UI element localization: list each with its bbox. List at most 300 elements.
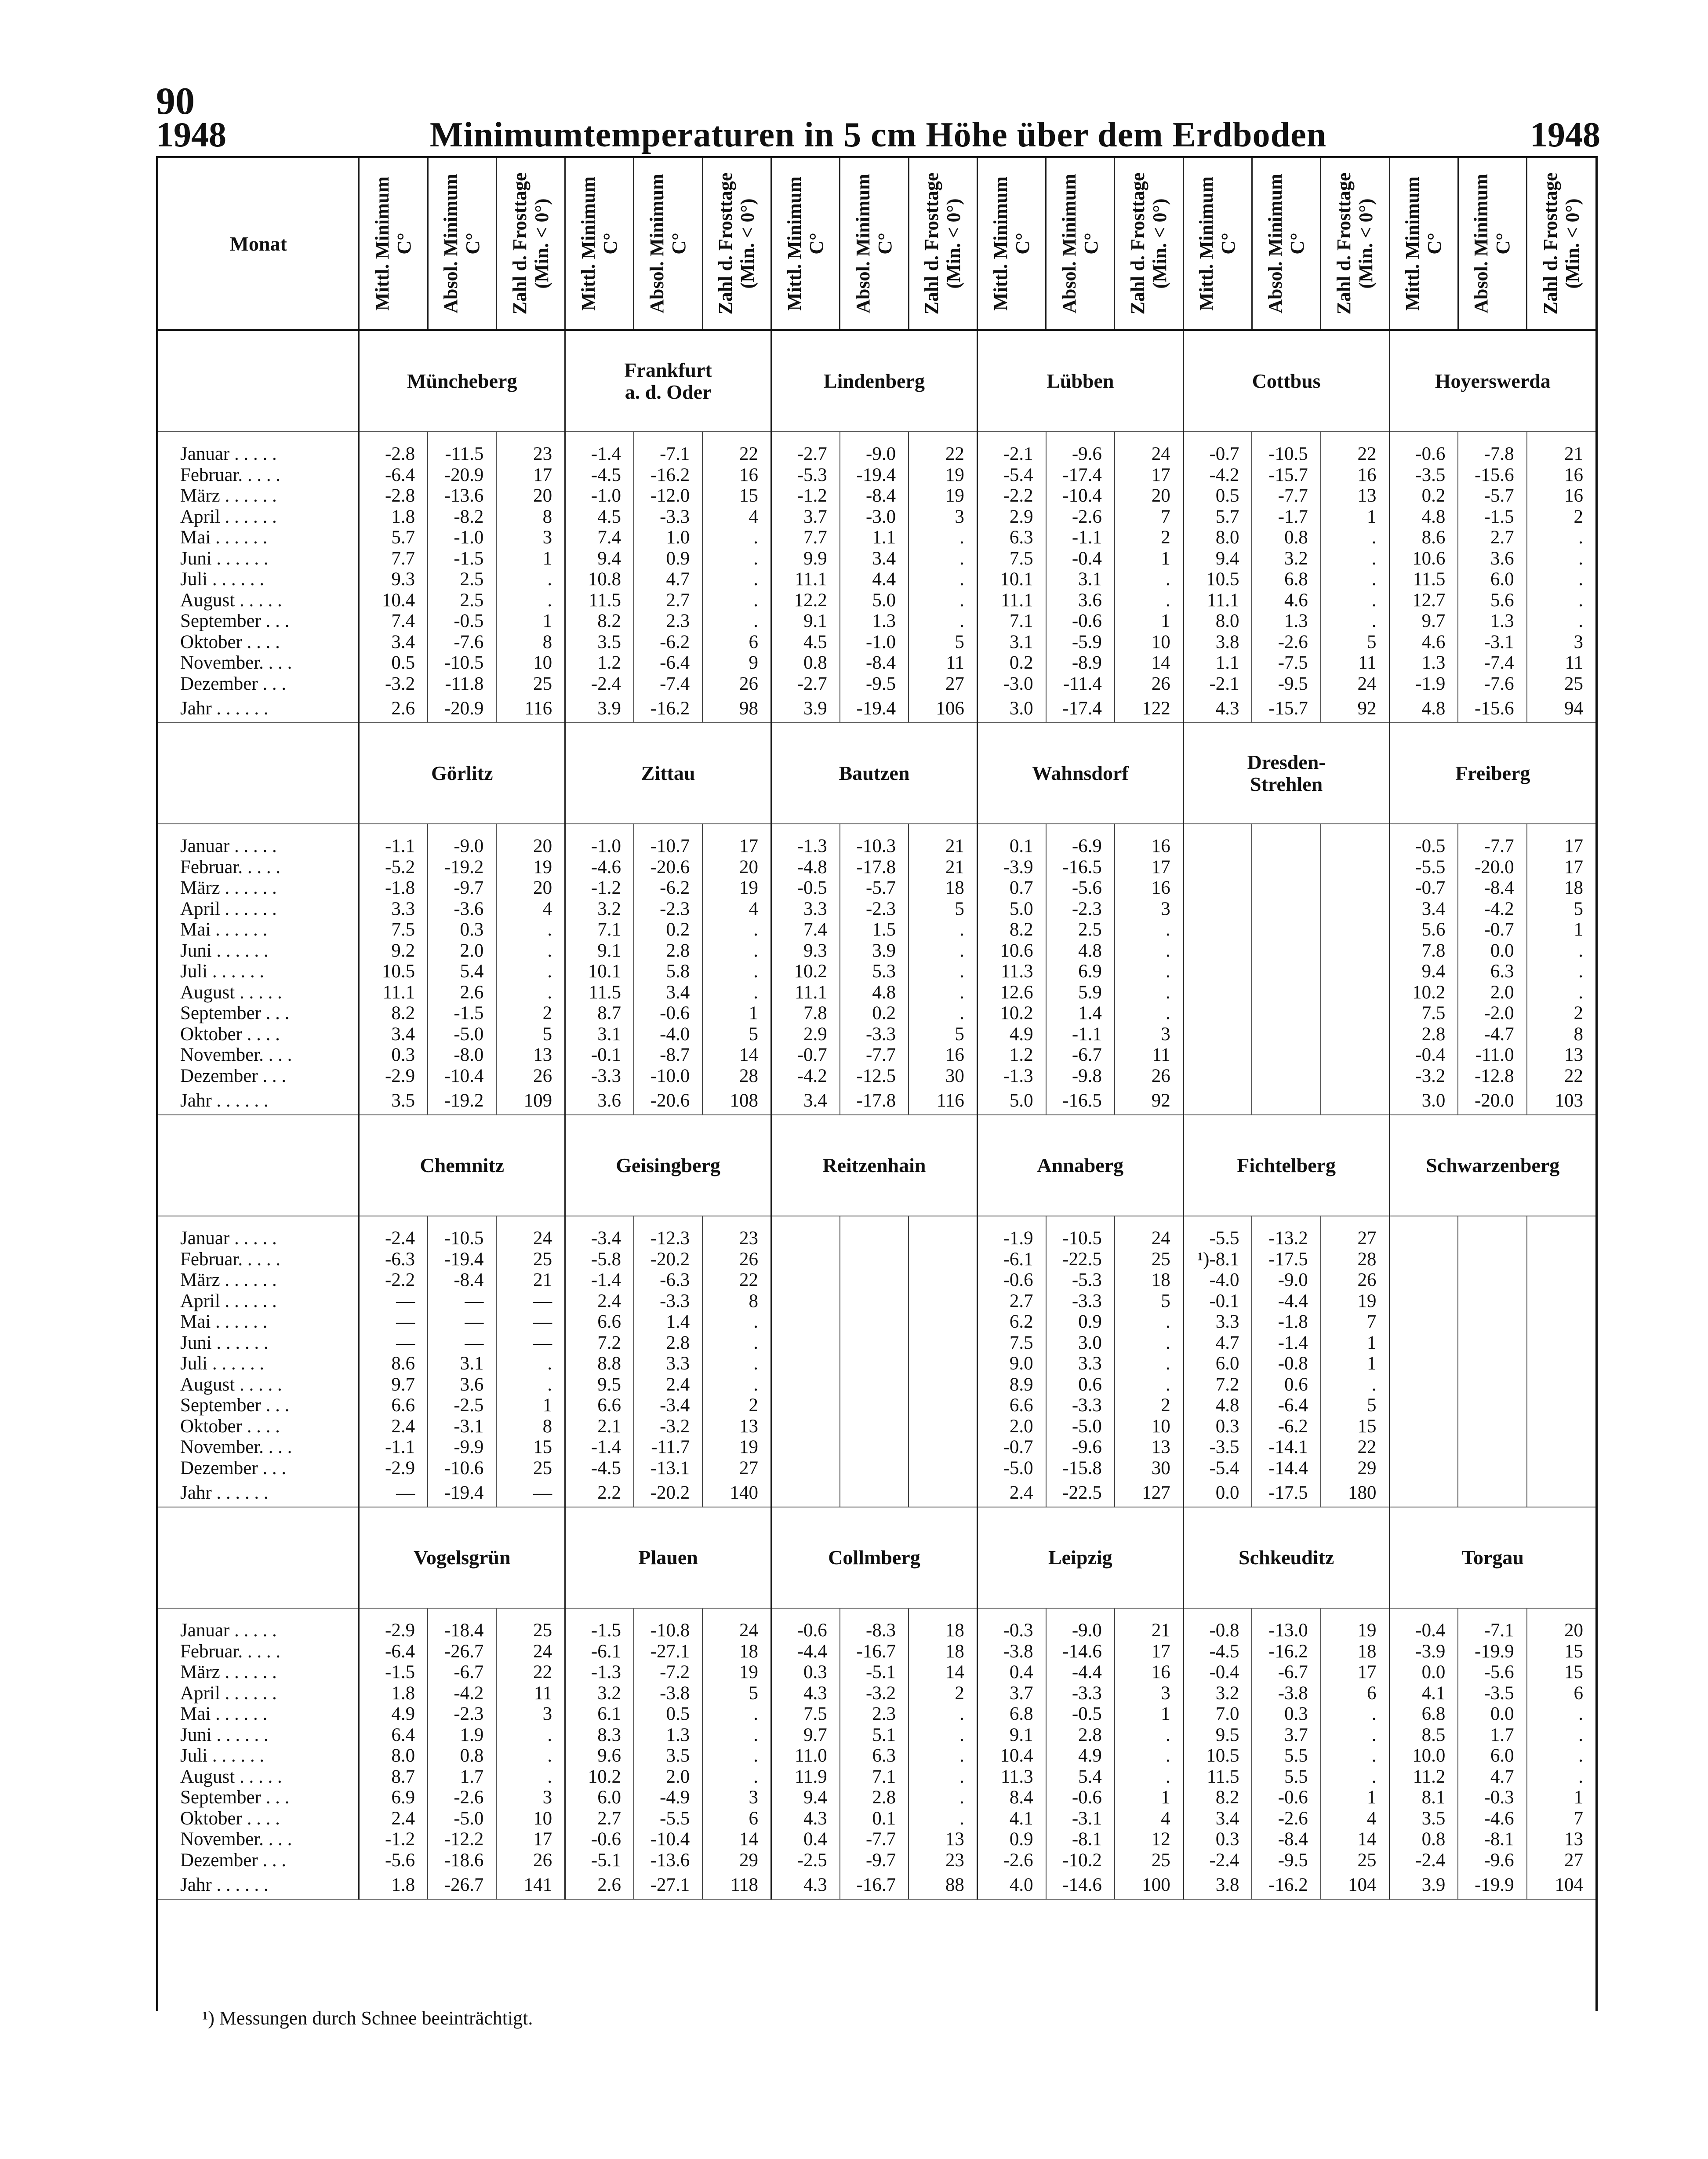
frost-days-cell: 1 <box>496 1395 565 1416</box>
abs-min-cell: -2.6 <box>1046 506 1115 528</box>
abs-min-cell: 3.3 <box>1046 1353 1115 1374</box>
spacer-cell <box>771 432 840 444</box>
frost-days-cell: . <box>702 940 771 961</box>
station-name: Cottbus <box>1183 330 1389 432</box>
year-abs-min-cell: -17.8 <box>840 1086 909 1115</box>
frost-days-cell: 26 <box>496 1066 565 1087</box>
mean-min-cell <box>771 1228 840 1249</box>
abs-min-cell <box>840 1353 909 1374</box>
frost-days-cell: 3 <box>1115 899 1183 920</box>
frost-days-cell: 24 <box>1115 1228 1183 1249</box>
mean-min-cell: 0.3 <box>771 1662 840 1683</box>
spacer-cell <box>1115 824 1183 836</box>
frost-days-cell: 8 <box>702 1291 771 1312</box>
abs-min-cell: -2.3 <box>840 899 909 920</box>
mean-min-cell: 3.4 <box>1389 899 1458 920</box>
frost-days-cell <box>1527 1353 1595 1374</box>
abs-min-cell: 0.6 <box>1252 1374 1320 1395</box>
year-abs-min-cell: -20.9 <box>428 694 496 723</box>
mean-min-cell: -5.6 <box>359 1850 428 1871</box>
mean-min-cell: 9.5 <box>1183 1725 1252 1746</box>
abs-min-cell: -1.5 <box>428 1003 496 1024</box>
abs-min-cell: -8.9 <box>1046 652 1115 674</box>
abs-min-cell <box>1252 982 1320 1003</box>
abs-min-cell: 6.0 <box>1458 569 1526 590</box>
frost-days-cell <box>1321 899 1389 920</box>
mean-min-cell: 11.1 <box>1183 590 1252 611</box>
frost-days-cell: 1 <box>1115 1787 1183 1808</box>
frost-days-cell: 5 <box>1115 1291 1183 1312</box>
abs-min-cell: -1.1 <box>1046 1024 1115 1045</box>
mean-min-cell: 8.2 <box>1183 1787 1252 1808</box>
spacer-cell <box>702 824 771 836</box>
abs-min-cell: 4.7 <box>1458 1766 1526 1788</box>
abs-min-cell <box>1252 940 1320 961</box>
abs-min-cell: -5.5 <box>634 1808 702 1829</box>
mean-min-cell: -0.7 <box>771 1045 840 1066</box>
frost-days-cell: . <box>1115 1003 1183 1024</box>
station-name: Müncheberg <box>359 330 565 432</box>
mean-min-cell: -0.6 <box>977 1270 1046 1291</box>
abs-min-cell: 5.9 <box>1046 982 1115 1003</box>
abs-min-cell: -0.7 <box>1458 919 1526 940</box>
abs-min-cell: 2.8 <box>634 1333 702 1354</box>
abs-min-cell: 1.4 <box>1046 1003 1115 1024</box>
abs-min-cell: -27.1 <box>634 1641 702 1662</box>
frost-days-cell <box>1527 1228 1595 1249</box>
mean-min-cell: 2.9 <box>771 1024 840 1045</box>
mean-min-cell: 11.9 <box>771 1766 840 1788</box>
frost-days-cell: 3 <box>496 527 565 548</box>
month-label: August . . . . . <box>180 1766 282 1787</box>
mean-min-cell: 10.5 <box>1183 1745 1252 1766</box>
abs-min-cell: -8.4 <box>428 1270 496 1291</box>
year-frost-days-cell <box>1527 1478 1595 1507</box>
abs-min-cell: -12.5 <box>840 1066 909 1087</box>
table-row <box>158 836 1595 857</box>
mean-min-cell: 0.7 <box>977 877 1046 899</box>
abs-min-cell: 0.1 <box>840 1808 909 1829</box>
table-row <box>158 569 1595 590</box>
spacer-cell <box>1458 824 1526 836</box>
mean-min-cell: -2.4 <box>1389 1850 1458 1871</box>
abs-min-cell: -4.6 <box>1458 1808 1526 1829</box>
frost-days-cell: . <box>1527 1704 1595 1725</box>
spacer-cell <box>1183 824 1252 836</box>
month-label: März . . . . . . <box>180 1270 277 1291</box>
abs-min-cell: 0.6 <box>1046 1374 1115 1395</box>
mean-min-cell: 2.0 <box>977 1416 1046 1437</box>
frost-days-cell: 3 <box>496 1787 565 1808</box>
mean-min-cell: -0.6 <box>565 1829 634 1850</box>
spacer-cell <box>634 1216 702 1228</box>
mean-min-cell <box>1389 1249 1458 1270</box>
month-label: August . . . . . <box>180 982 282 1003</box>
station-name: Lindenberg <box>771 330 978 432</box>
frost-days-cell: 16 <box>1115 877 1183 899</box>
frost-days-cell: 18 <box>1321 1641 1389 1662</box>
mean-min-cell: 3.2 <box>1183 1683 1252 1704</box>
column-header-text: Absol. Minimum C° <box>1058 174 1102 313</box>
frost-days-cell: . <box>1321 611 1389 632</box>
station-name: Wahnsdorf <box>977 723 1183 824</box>
spacer-cell <box>565 432 634 444</box>
mean-min-cell: ¹)-8.1 <box>1183 1249 1252 1270</box>
month-label: Dezember . . . <box>180 1065 287 1086</box>
frost-days-cell: . <box>1527 569 1595 590</box>
abs-min-cell: -22.5 <box>1046 1249 1115 1270</box>
table-row <box>158 1620 1595 1641</box>
table-row <box>158 632 1595 653</box>
column-header-col3 <box>1527 158 1595 330</box>
frost-days-cell: 16 <box>909 1045 977 1066</box>
mean-min-cell: 10.2 <box>1389 982 1458 1003</box>
mean-min-cell <box>1389 1458 1458 1479</box>
frost-days-cell: 22 <box>702 1270 771 1291</box>
frost-days-cell: 17 <box>1321 1662 1389 1683</box>
abs-min-cell: — <box>428 1291 496 1312</box>
station-name: Reitzenhain <box>771 1115 978 1216</box>
frost-days-cell <box>1321 919 1389 940</box>
abs-min-cell: -6.7 <box>1252 1662 1320 1683</box>
abs-min-cell: -20.2 <box>634 1249 702 1270</box>
spacer-cell <box>496 1216 565 1228</box>
frost-days-cell: . <box>909 611 977 632</box>
frost-days-cell: 1 <box>1321 1333 1389 1354</box>
year-mean-min-cell: 0.0 <box>1183 1478 1252 1507</box>
mean-min-cell: 11.3 <box>977 961 1046 982</box>
abs-min-cell: 1.1 <box>840 527 909 548</box>
frost-days-cell: 15 <box>1527 1662 1595 1683</box>
frost-days-cell: . <box>702 548 771 569</box>
spacer-cell <box>1527 1608 1595 1620</box>
station-name: Freiberg <box>1389 723 1595 824</box>
spacer-cell <box>1389 824 1458 836</box>
mean-min-cell <box>1389 1353 1458 1374</box>
frost-days-cell: . <box>909 1787 977 1808</box>
spacer-row <box>158 824 1595 836</box>
abs-min-cell <box>1252 836 1320 857</box>
column-header-col2 <box>1046 158 1115 330</box>
abs-min-cell: -0.5 <box>428 611 496 632</box>
column-header-text: Absol. Minimum C° <box>440 174 484 313</box>
column-header-col3 <box>1115 158 1183 330</box>
year-total-row <box>158 1086 1595 1115</box>
frost-days-cell: . <box>496 1745 565 1766</box>
mean-min-cell: 0.2 <box>977 652 1046 674</box>
abs-min-cell: 2.0 <box>634 1766 702 1788</box>
abs-min-cell: -11.8 <box>428 674 496 695</box>
frost-days-cell: 11 <box>496 1683 565 1704</box>
frost-days-cell: . <box>909 1766 977 1788</box>
spacer-cell <box>1252 1608 1320 1620</box>
month-label: August . . . . . <box>180 1374 282 1395</box>
frost-days-cell: 26 <box>702 1249 771 1270</box>
frost-days-cell: 21 <box>1115 1620 1183 1641</box>
abs-min-cell: -2.5 <box>428 1395 496 1416</box>
frost-days-cell: 29 <box>702 1850 771 1871</box>
mean-min-cell: -4.5 <box>1183 1641 1252 1662</box>
table-row <box>158 1745 1595 1766</box>
frost-days-cell: 5 <box>909 899 977 920</box>
mean-min-cell: 9.1 <box>977 1725 1046 1746</box>
mean-min-cell: -1.9 <box>977 1228 1046 1249</box>
frost-days-cell: 5 <box>702 1683 771 1704</box>
abs-min-cell <box>1458 1437 1526 1458</box>
table-row <box>158 1395 1595 1416</box>
spacer-cell <box>634 824 702 836</box>
mean-min-cell: 9.4 <box>771 1787 840 1808</box>
month-label: November. . . . <box>180 1045 292 1066</box>
abs-min-cell: -9.6 <box>1458 1850 1526 1871</box>
year-abs-min-cell: -16.2 <box>634 694 702 723</box>
frost-days-cell: . <box>1115 569 1183 590</box>
abs-min-cell: -13.0 <box>1252 1620 1320 1641</box>
month-label: November. . . . <box>180 1829 292 1850</box>
abs-min-cell: 0.3 <box>428 919 496 940</box>
frost-days-cell <box>1527 1416 1595 1437</box>
year-abs-min-cell <box>1458 1478 1526 1507</box>
frost-days-cell: 22 <box>909 444 977 465</box>
mean-min-cell: -2.9 <box>359 1066 428 1087</box>
year-mean-min-cell: 3.9 <box>771 694 840 723</box>
year-frost-days-cell: 94 <box>1527 694 1595 723</box>
frost-days-cell: 18 <box>909 1641 977 1662</box>
frost-days-cell: . <box>1527 548 1595 569</box>
column-header-text: Absol. Minimum C° <box>646 174 690 313</box>
mean-min-cell: — <box>359 1333 428 1354</box>
mean-min-cell: 8.2 <box>977 919 1046 940</box>
mean-min-cell: -3.8 <box>977 1641 1046 1662</box>
abs-min-cell: -4.2 <box>1458 899 1526 920</box>
mean-min-cell: 3.3 <box>1183 1311 1252 1333</box>
mean-min-cell: 7.5 <box>977 548 1046 569</box>
frost-days-cell: . <box>496 1353 565 1374</box>
frost-days-cell: 9 <box>702 652 771 674</box>
spacer-cell <box>359 432 428 444</box>
abs-min-cell: 3.4 <box>840 548 909 569</box>
frost-days-cell: . <box>1527 1745 1595 1766</box>
abs-min-cell: 1.9 <box>428 1725 496 1746</box>
month-label: Februar. . . . . <box>180 1641 281 1662</box>
mean-min-cell: 11.5 <box>565 982 634 1003</box>
mean-min-cell: 6.9 <box>359 1787 428 1808</box>
abs-min-cell: -2.6 <box>428 1787 496 1808</box>
abs-min-cell: -4.0 <box>634 1024 702 1045</box>
month-label: Januar . . . . . <box>180 1228 277 1249</box>
abs-min-cell: 3.2 <box>1252 548 1320 569</box>
frost-days-cell <box>1321 1003 1389 1024</box>
frost-days-cell: 24 <box>1115 444 1183 465</box>
spacer-cell <box>428 432 496 444</box>
frost-days-cell: 14 <box>1115 652 1183 674</box>
mean-min-cell <box>1183 1045 1252 1066</box>
frost-days-cell: 20 <box>1115 485 1183 506</box>
mean-min-cell: 0.3 <box>1183 1829 1252 1850</box>
abs-min-cell: -8.4 <box>840 485 909 506</box>
frost-days-cell <box>1527 1374 1595 1395</box>
year-mean-min-cell: 3.9 <box>1389 1871 1458 1899</box>
mean-min-cell: -4.6 <box>565 857 634 878</box>
mean-min-cell: 8.6 <box>1389 527 1458 548</box>
year-abs-min-cell: -15.6 <box>1458 694 1526 723</box>
mean-min-cell: 11.5 <box>1389 569 1458 590</box>
frost-days-cell: 23 <box>909 1850 977 1871</box>
abs-min-cell: -0.5 <box>1046 1704 1115 1725</box>
mean-min-cell: 8.7 <box>359 1766 428 1788</box>
abs-min-cell: -5.7 <box>840 877 909 899</box>
mean-min-cell: 9.0 <box>977 1353 1046 1374</box>
abs-min-cell: 1.3 <box>634 1725 702 1746</box>
abs-min-cell: 6.9 <box>1046 961 1115 982</box>
frost-days-cell: . <box>1115 1725 1183 1746</box>
abs-min-cell: -3.0 <box>840 506 909 528</box>
frost-days-cell: . <box>496 1766 565 1788</box>
table-row <box>158 611 1595 632</box>
frost-days-cell: 17 <box>1115 465 1183 486</box>
data-table-frame <box>156 156 1598 2011</box>
year-mean-min-cell: 2.2 <box>565 1478 634 1507</box>
abs-min-cell: -7.8 <box>1458 444 1526 465</box>
abs-min-cell: 0.3 <box>1252 1704 1320 1725</box>
mean-min-cell: -4.0 <box>1183 1270 1252 1291</box>
table-row <box>158 1045 1595 1066</box>
mean-min-cell: 1.2 <box>565 652 634 674</box>
abs-min-cell <box>1252 899 1320 920</box>
abs-min-cell: -9.7 <box>840 1850 909 1871</box>
mean-min-cell: -0.6 <box>1389 444 1458 465</box>
month-label: Januar . . . . . <box>180 1620 277 1641</box>
year-label: Jahr . . . . . . <box>158 1086 359 1115</box>
mean-min-cell: -4.2 <box>771 1066 840 1087</box>
station-name: Bautzen <box>771 723 978 824</box>
mean-min-cell <box>1389 1291 1458 1312</box>
table-row <box>158 1850 1595 1871</box>
abs-min-cell <box>1458 1249 1526 1270</box>
mean-min-cell: 0.2 <box>1389 485 1458 506</box>
abs-min-cell: -14.1 <box>1252 1437 1320 1458</box>
year-frost-days-cell: 92 <box>1115 1086 1183 1115</box>
abs-min-cell: 2.7 <box>634 590 702 611</box>
frost-days-cell: 17 <box>1115 1641 1183 1662</box>
mean-min-cell: 0.5 <box>359 652 428 674</box>
frost-days-cell: 7 <box>1321 1311 1389 1333</box>
column-header-col1 <box>565 158 634 330</box>
table-row <box>158 857 1595 878</box>
mean-min-cell: 0.1 <box>977 836 1046 857</box>
frost-days-cell: 16 <box>1115 836 1183 857</box>
abs-min-cell: -4.9 <box>634 1787 702 1808</box>
abs-min-cell: -6.7 <box>1046 1045 1115 1066</box>
mean-min-cell: 7.1 <box>565 919 634 940</box>
mean-min-cell: 11.5 <box>565 590 634 611</box>
frost-days-cell <box>909 1249 977 1270</box>
abs-min-cell: -8.1 <box>1458 1829 1526 1850</box>
frost-days-cell: . <box>909 1003 977 1024</box>
frost-days-cell: 1 <box>1115 548 1183 569</box>
mean-min-cell: 6.0 <box>1183 1353 1252 1374</box>
frost-days-cell: . <box>909 590 977 611</box>
mean-min-cell: 7.5 <box>359 919 428 940</box>
mean-min-cell: -1.4 <box>565 1270 634 1291</box>
mean-min-cell <box>1389 1270 1458 1291</box>
abs-min-cell: -0.6 <box>634 1003 702 1024</box>
year-abs-min-cell: -14.6 <box>1046 1871 1115 1899</box>
frost-days-cell: 19 <box>909 485 977 506</box>
frost-days-cell <box>909 1228 977 1249</box>
mean-min-cell: -1.2 <box>771 485 840 506</box>
month-label: Mai . . . . . . <box>180 1704 268 1725</box>
month-label: November. . . . <box>180 1437 292 1458</box>
frost-days-cell: 2 <box>1527 1003 1595 1024</box>
abs-min-cell: 5.8 <box>634 961 702 982</box>
year-mean-min-cell: 2.6 <box>565 1871 634 1899</box>
mean-min-cell: 2.7 <box>977 1291 1046 1312</box>
abs-min-cell: 6.3 <box>840 1745 909 1766</box>
frost-days-cell: 2 <box>1115 1395 1183 1416</box>
station-name: Plauen <box>565 1507 771 1608</box>
frost-days-cell: . <box>909 569 977 590</box>
abs-min-cell: 4.8 <box>1046 940 1115 961</box>
mean-min-cell: -3.4 <box>565 1228 634 1249</box>
column-header-col2 <box>1458 158 1526 330</box>
mean-min-cell: 6.6 <box>359 1395 428 1416</box>
abs-min-cell: -6.7 <box>428 1662 496 1683</box>
year-label: Jahr . . . . . . <box>158 694 359 723</box>
spacer-cell <box>1389 432 1458 444</box>
frost-days-cell: . <box>909 961 977 982</box>
month-label: Dezember . . . <box>180 1850 287 1871</box>
spacer-cell <box>977 1608 1046 1620</box>
mean-min-cell: 4.7 <box>1183 1333 1252 1354</box>
spacer-cell <box>1321 824 1389 836</box>
abs-min-cell: -8.4 <box>1252 1829 1320 1850</box>
mean-min-cell <box>771 1353 840 1374</box>
frost-days-cell: . <box>1115 961 1183 982</box>
page-number: 90 <box>156 80 195 123</box>
abs-min-cell: 2.6 <box>428 982 496 1003</box>
mean-min-cell: 9.9 <box>771 548 840 569</box>
frost-days-cell: 15 <box>1527 1641 1595 1662</box>
month-label: Juni . . . . . . <box>180 1332 269 1353</box>
mean-min-cell: 0.3 <box>1183 1416 1252 1437</box>
station-name: Lübben <box>977 330 1183 432</box>
mean-min-cell: -6.3 <box>359 1249 428 1270</box>
frost-days-cell: 17 <box>496 465 565 486</box>
frost-days-cell: 19 <box>1321 1620 1389 1641</box>
mean-min-cell: 8.5 <box>1389 1725 1458 1746</box>
mean-min-cell: 11.3 <box>977 1766 1046 1788</box>
mean-min-cell: -0.5 <box>771 877 840 899</box>
frost-days-cell: 3 <box>1527 632 1595 653</box>
frost-days-cell: 7 <box>1115 506 1183 528</box>
table-row <box>158 1066 1595 1087</box>
mean-min-cell: -1.3 <box>977 1066 1046 1087</box>
mean-min-cell <box>1389 1395 1458 1416</box>
mean-min-cell: 10.5 <box>1183 569 1252 590</box>
abs-min-cell: -3.2 <box>840 1683 909 1704</box>
frost-days-cell: . <box>496 590 565 611</box>
table-row <box>158 1270 1595 1291</box>
column-header-text: Zahl d. Frosttage (Min. < 0°) <box>509 172 552 315</box>
spacer-cell <box>158 1608 359 1620</box>
spacer-cell <box>496 1608 565 1620</box>
abs-min-cell: -8.2 <box>428 506 496 528</box>
year-abs-min-cell: -19.2 <box>428 1086 496 1115</box>
mean-min-cell: 1.8 <box>359 506 428 528</box>
mean-min-cell: 2.1 <box>565 1416 634 1437</box>
frost-days-cell: . <box>1321 1745 1389 1766</box>
